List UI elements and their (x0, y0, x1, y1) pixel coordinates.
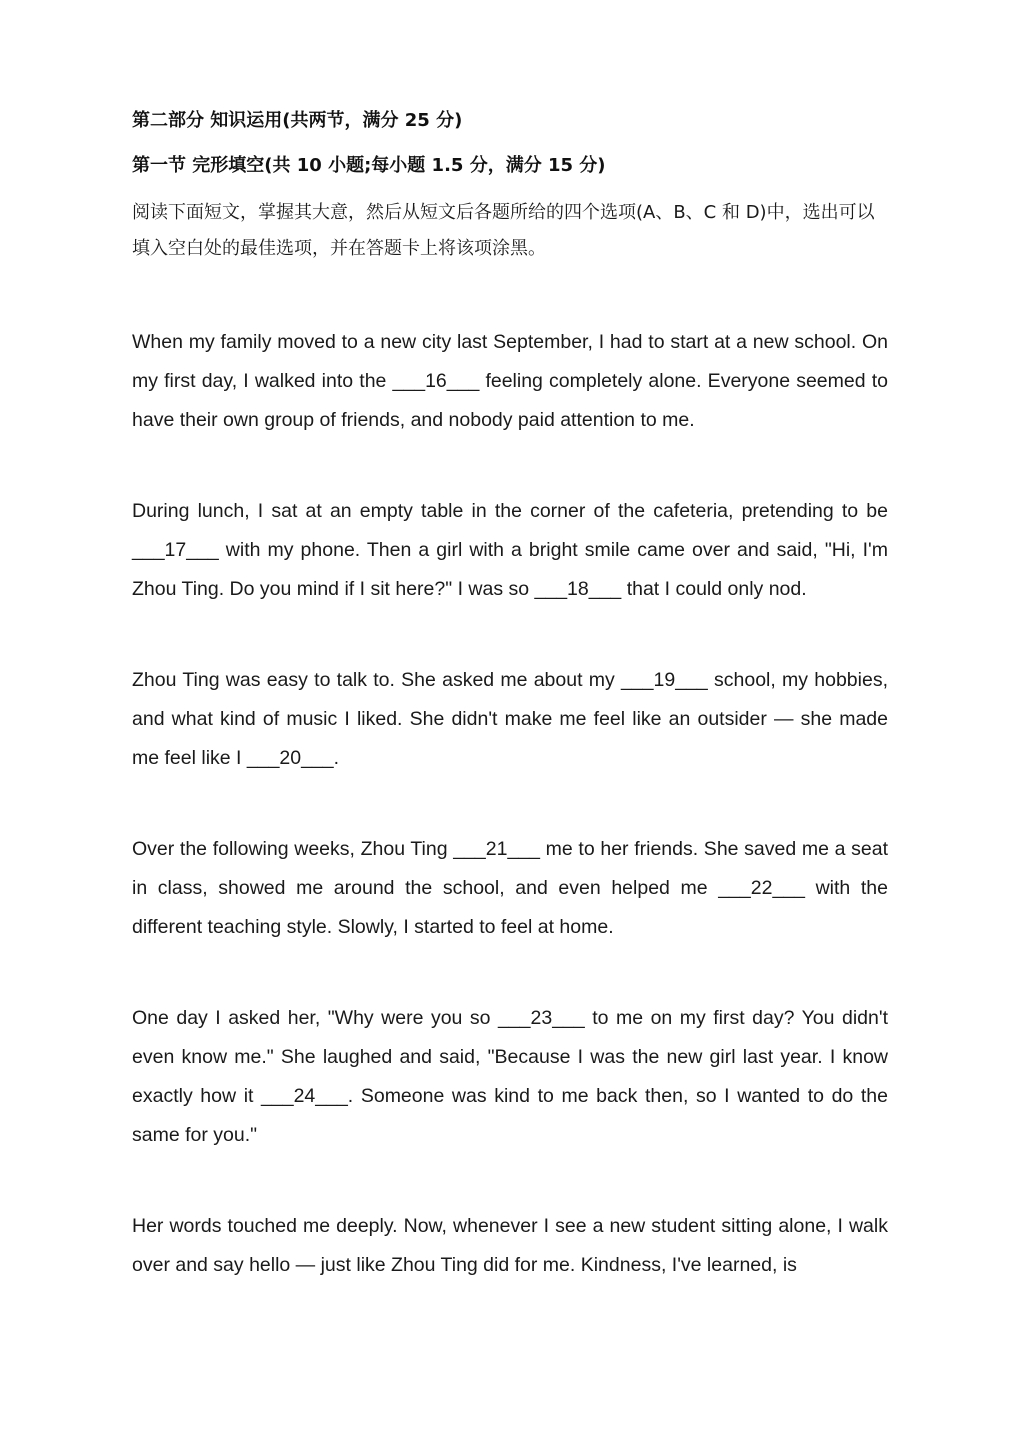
part-title: 第二部分 知识运用(共两节，满分 25 分) (132, 110, 463, 131)
paragraph-6: Her words touched me deeply. Now, whenever I see a new student sitting alone, I walk over and say hello — just like Zhou Ting did for me. Kindness, I've learned, is (132, 1215, 888, 1276)
paragraph-4: Over the following weeks, Zhou Ting ___21___ me to her friends. She saved me a seat in class, showed me around the school, and even helped me ___22___ with the different teaching style. Slowly, I started to feel at home. (132, 838, 888, 938)
paragraph-5: One day I asked her, "Why were you so ___23___ to me on my first day? You didn't even know me." She laughed and said, "Because I was the new girl last year. I know exactly how it ___24___. Someone was kind to me back then, so I wanted to do the same for you." (132, 1007, 888, 1146)
paragraph-2: During lunch, I sat at an empty table in the corner of the cafeteria, pretending to be ___17___ with my phone. Then a girl with a bright smile came over and said, "Hi, I'm Zhou Ting. Do you mind if I sit here?" I was so ___18___ that I could only nod. (132, 500, 888, 600)
paragraph-1: When my family moved to a new city last September, I had to start at a new school. On my first day, I walked into the ___16___ feeling completely alone. Everyone seemed to have their own group of friends, and nobody paid attention to me. (132, 331, 888, 431)
passage (132, 323, 888, 1285)
paragraph-3: Zhou Ting was easy to talk to. She asked me about my ___19___ school, my hobbies, and what kind of music I liked. She didn't make me feel like an outsider — she made me feel like I ___20___. (132, 669, 888, 769)
instructions: 阅读下面短文，掌握其大意，然后从短文后各题所给的四个选项(A、B、C 和 D)中，选出可以填入空白处的最佳选项，并在答题卡上将该项涂黑。 (132, 202, 875, 259)
section-title: 第一节 完形填空(共 10 小题;每小题 1.5 分，满分 15 分) (132, 155, 606, 176)
